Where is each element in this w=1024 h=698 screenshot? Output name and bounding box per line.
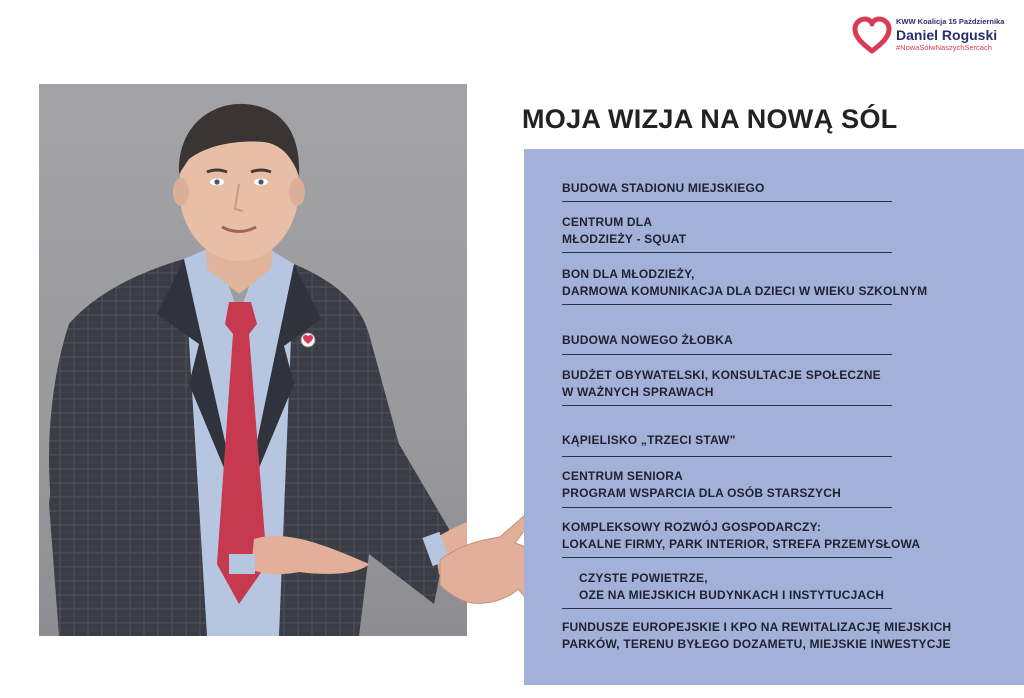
program-item-line: W WAŻNYCH SPRAWACH [562,385,714,399]
program-item [562,432,736,449]
page-title: MOJA WIZJA NA NOWĄ SÓL [522,104,898,134]
program-item-line: BUDOWA NOWEGO ŻŁOBKA [562,333,733,347]
divider [562,456,892,457]
logo-committee: KWW Koalicja 15 Października [896,17,1005,26]
program-item-line: BUDŻET OBYWATELSKI, KONSULTACJE SPOŁECZNE [562,368,881,382]
divider [562,608,892,609]
program-item-line: BUDOWA STADIONU MIEJSKIEGO [562,181,765,195]
program-item [562,214,686,248]
program-item [562,332,733,349]
program-item [562,367,881,401]
divider [562,252,892,253]
program-item [579,570,884,604]
divider [562,405,892,406]
program-item-line: FUNDUSZE EUROPEJSKIE I KPO NA REWITALIZACJĘ MIEJSKICH [562,620,952,634]
program-item [562,468,841,502]
divider [562,201,892,202]
program-item [562,619,951,653]
program-item-line: MŁODZIEŻY - SQUAT [562,232,687,246]
program-item [562,180,765,197]
logo-name: Daniel Roguski [896,26,998,43]
program-item-line: CZYSTE POWIETRZE, [579,571,708,585]
divider [562,507,892,508]
program-item-line: CENTRUM DLA [562,215,653,229]
program-item-line: PARKÓW, TERENU BYŁEGO DOZAMETU, MIEJSKIE INWESTYCJE [562,637,951,651]
logo-hashtag: #NowaSólwNaszychSercach [896,42,992,52]
program-item-line: KOMPLEKSOWY ROZWÓJ GOSPODARCZY: [562,520,822,534]
program-item-line: BON DLA MŁODZIEŻY, [562,267,695,281]
program-item-line: KĄPIELISKO „TRZECI STAW" [562,433,736,447]
divider [562,304,892,305]
program-item-line: OZE NA MIEJSKICH BUDYNKACH I INSTYTUCJACH [579,588,885,602]
program-item-line: LOKALNE FIRMY, PARK INTERIOR, STREFA PRZEMYSŁOWA [562,537,921,551]
program-item-line: DARMOWA KOMUNIKACJA DLA DZIECI W WIEKU SZKOLNYM [562,284,928,298]
campaign-logo [852,14,1012,60]
program-item-line: PROGRAM WSPARCIA DLA OSÓB STARSZYCH [562,486,841,500]
program-item [562,266,927,300]
divider [562,354,892,355]
candidate-photo [39,84,467,636]
divider [562,557,892,558]
heart-icon [852,16,892,56]
program-item [562,519,920,553]
program-item-line: CENTRUM SENIORA [562,469,684,483]
